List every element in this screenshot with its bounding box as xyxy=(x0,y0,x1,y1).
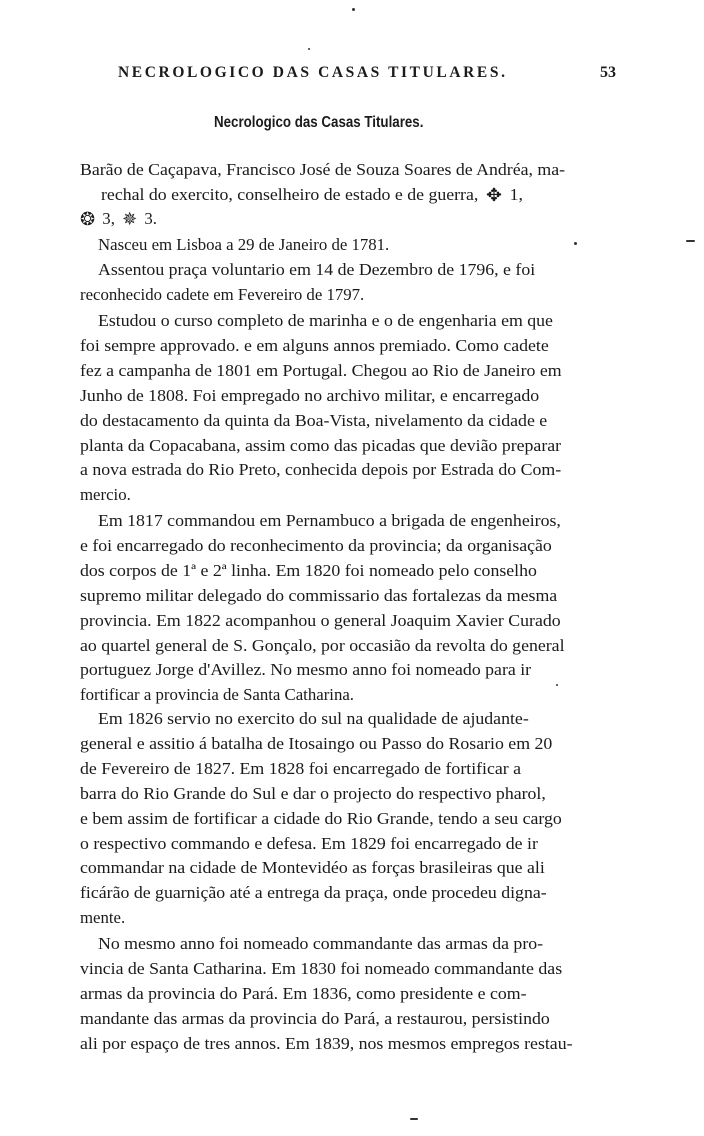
order-class-number: 1, xyxy=(509,185,523,204)
paragraph-line: reconhecido cadete em Fevereiro de 1797. xyxy=(80,285,365,304)
running-title: NECROLOGICO DAS CASAS TITULARES. xyxy=(118,64,508,81)
paragraph-line: a nova estrada do Rio Preto, conhecida depois por Estrada do Com- xyxy=(80,460,562,479)
paragraph-line: foi sempre approvado. e em alguns annos premiado. Como cadete xyxy=(80,336,549,355)
order-star-icon: ✵ xyxy=(122,209,138,229)
paragraph-line: mente. xyxy=(80,908,126,927)
paragraph-line: Junho de 1808. Foi empregado no archivo militar, e encarregado xyxy=(80,386,540,405)
paragraph-line: ficárão de guarnição até a entrega da praça, onde procedeu digna- xyxy=(80,883,547,902)
paragraph-line: dos corpos de 1ª e 2ª linha. Em 1820 foi nomeado pelo conselho xyxy=(80,561,537,580)
running-header xyxy=(0,64,704,86)
section-title: Necrologico das Casas Titulares. xyxy=(214,114,424,131)
paragraph-line: e bem assim de fortificar a cidade do Rio Grande, tendo a seu cargo xyxy=(80,809,562,828)
entry-heading-line xyxy=(80,208,157,230)
paragraph-line: do destacamento da quinta da Boa-Vista, nivelamento da cidade e xyxy=(80,411,548,430)
paragraph-line: fez a campanha de 1801 em Portugal. Chegou ao Rio de Janeiro em xyxy=(80,361,562,380)
entry-heading-line xyxy=(101,184,523,206)
paragraph-line: e foi encarregado do reconhecimento da provincia; da organisação xyxy=(80,536,552,555)
paragraph-first-line: Em 1817 commandou em Pernambuco a brigada de engenheiros, xyxy=(98,511,561,530)
paragraph-line: provincia. Em 1822 acompanhou o general Joaquim Xavier Curado xyxy=(80,611,561,630)
paragraph-line: general e assitio á batalha de Itosaingo ou Passo do Rosario em 20 xyxy=(80,734,553,753)
paragraph-line: planta da Copacabana, assim como das picadas que devião preparar xyxy=(80,436,562,455)
paragraph-first-line: Assentou praça voluntario em 14 de Dezembro de 1796, e foi xyxy=(98,260,536,279)
paragraph-first-line: Em 1826 servio no exercito do sul na qualidade de ajudante- xyxy=(98,709,529,728)
order-rosette-icon: ❂ xyxy=(80,209,96,229)
paragraph-line: o respectivo commando e defesa. Em 1829 foi encarregado de ir xyxy=(80,834,538,853)
order-cross-icon: ✥ xyxy=(485,185,502,205)
ink-speck xyxy=(410,1118,418,1120)
paragraph-line: armas da provincia do Pará. Em 1836, como presidente e com- xyxy=(80,984,527,1003)
paragraph-line: fortificar a provincia de Santa Catharina. xyxy=(80,685,354,704)
order-class-number: 3, xyxy=(102,209,115,228)
paragraph-line: vincia de Santa Catharina. Em 1830 foi nomeado commandante das xyxy=(80,959,563,978)
entry-heading-text: rechal do exercito, conselheiro de estado e de guerra, xyxy=(101,185,479,204)
paragraph-first-line: Estudou o curso completo de marinha e o de engenharia em que xyxy=(98,311,553,330)
ink-speck xyxy=(308,48,310,50)
ink-speck xyxy=(574,242,577,245)
paragraph-line: barra do Rio Grande do Sul e dar o projecto do respectivo pharol, xyxy=(80,784,546,803)
paragraph-line: ao quartel general de S. Gonçalo, por occasião da revolta do general xyxy=(80,636,565,655)
order-class-number: 3. xyxy=(144,209,157,228)
paragraph-line: supremo militar delegado do commissario das fortalezas da mesma xyxy=(80,586,558,605)
paragraph-line: ali por espaço de tres annos. Em 1839, nos mesmos empregos restau- xyxy=(80,1034,573,1053)
paragraph-line: mercio. xyxy=(80,485,131,504)
ink-speck xyxy=(686,240,695,242)
paragraph-line: de Fevereiro de 1827. Em 1828 foi encarregado de fortificar a xyxy=(80,759,522,778)
paragraph-first-line: Nasceu em Lisboa a 29 de Janeiro de 1781. xyxy=(98,235,390,254)
paragraph-line: portuguez Jorge d'Avillez. No mesmo anno foi nomeado para ir xyxy=(80,660,532,679)
entry-heading-line: Barão de Caçapava, Francisco José de Souza Soares de Andréa, ma- xyxy=(80,160,566,179)
paragraph-line: mandante das armas da provincia do Pará, a restaurou, persistindo xyxy=(80,1009,550,1028)
page-number: 53 xyxy=(600,64,616,81)
ink-speck xyxy=(556,684,558,686)
ink-speck xyxy=(352,8,355,11)
paragraph-line: commandar na cidade de Montevidéo as forças brasileiras que ali xyxy=(80,858,545,877)
paragraph-first-line: No mesmo anno foi nomeado commandante das armas da pro- xyxy=(98,934,544,953)
